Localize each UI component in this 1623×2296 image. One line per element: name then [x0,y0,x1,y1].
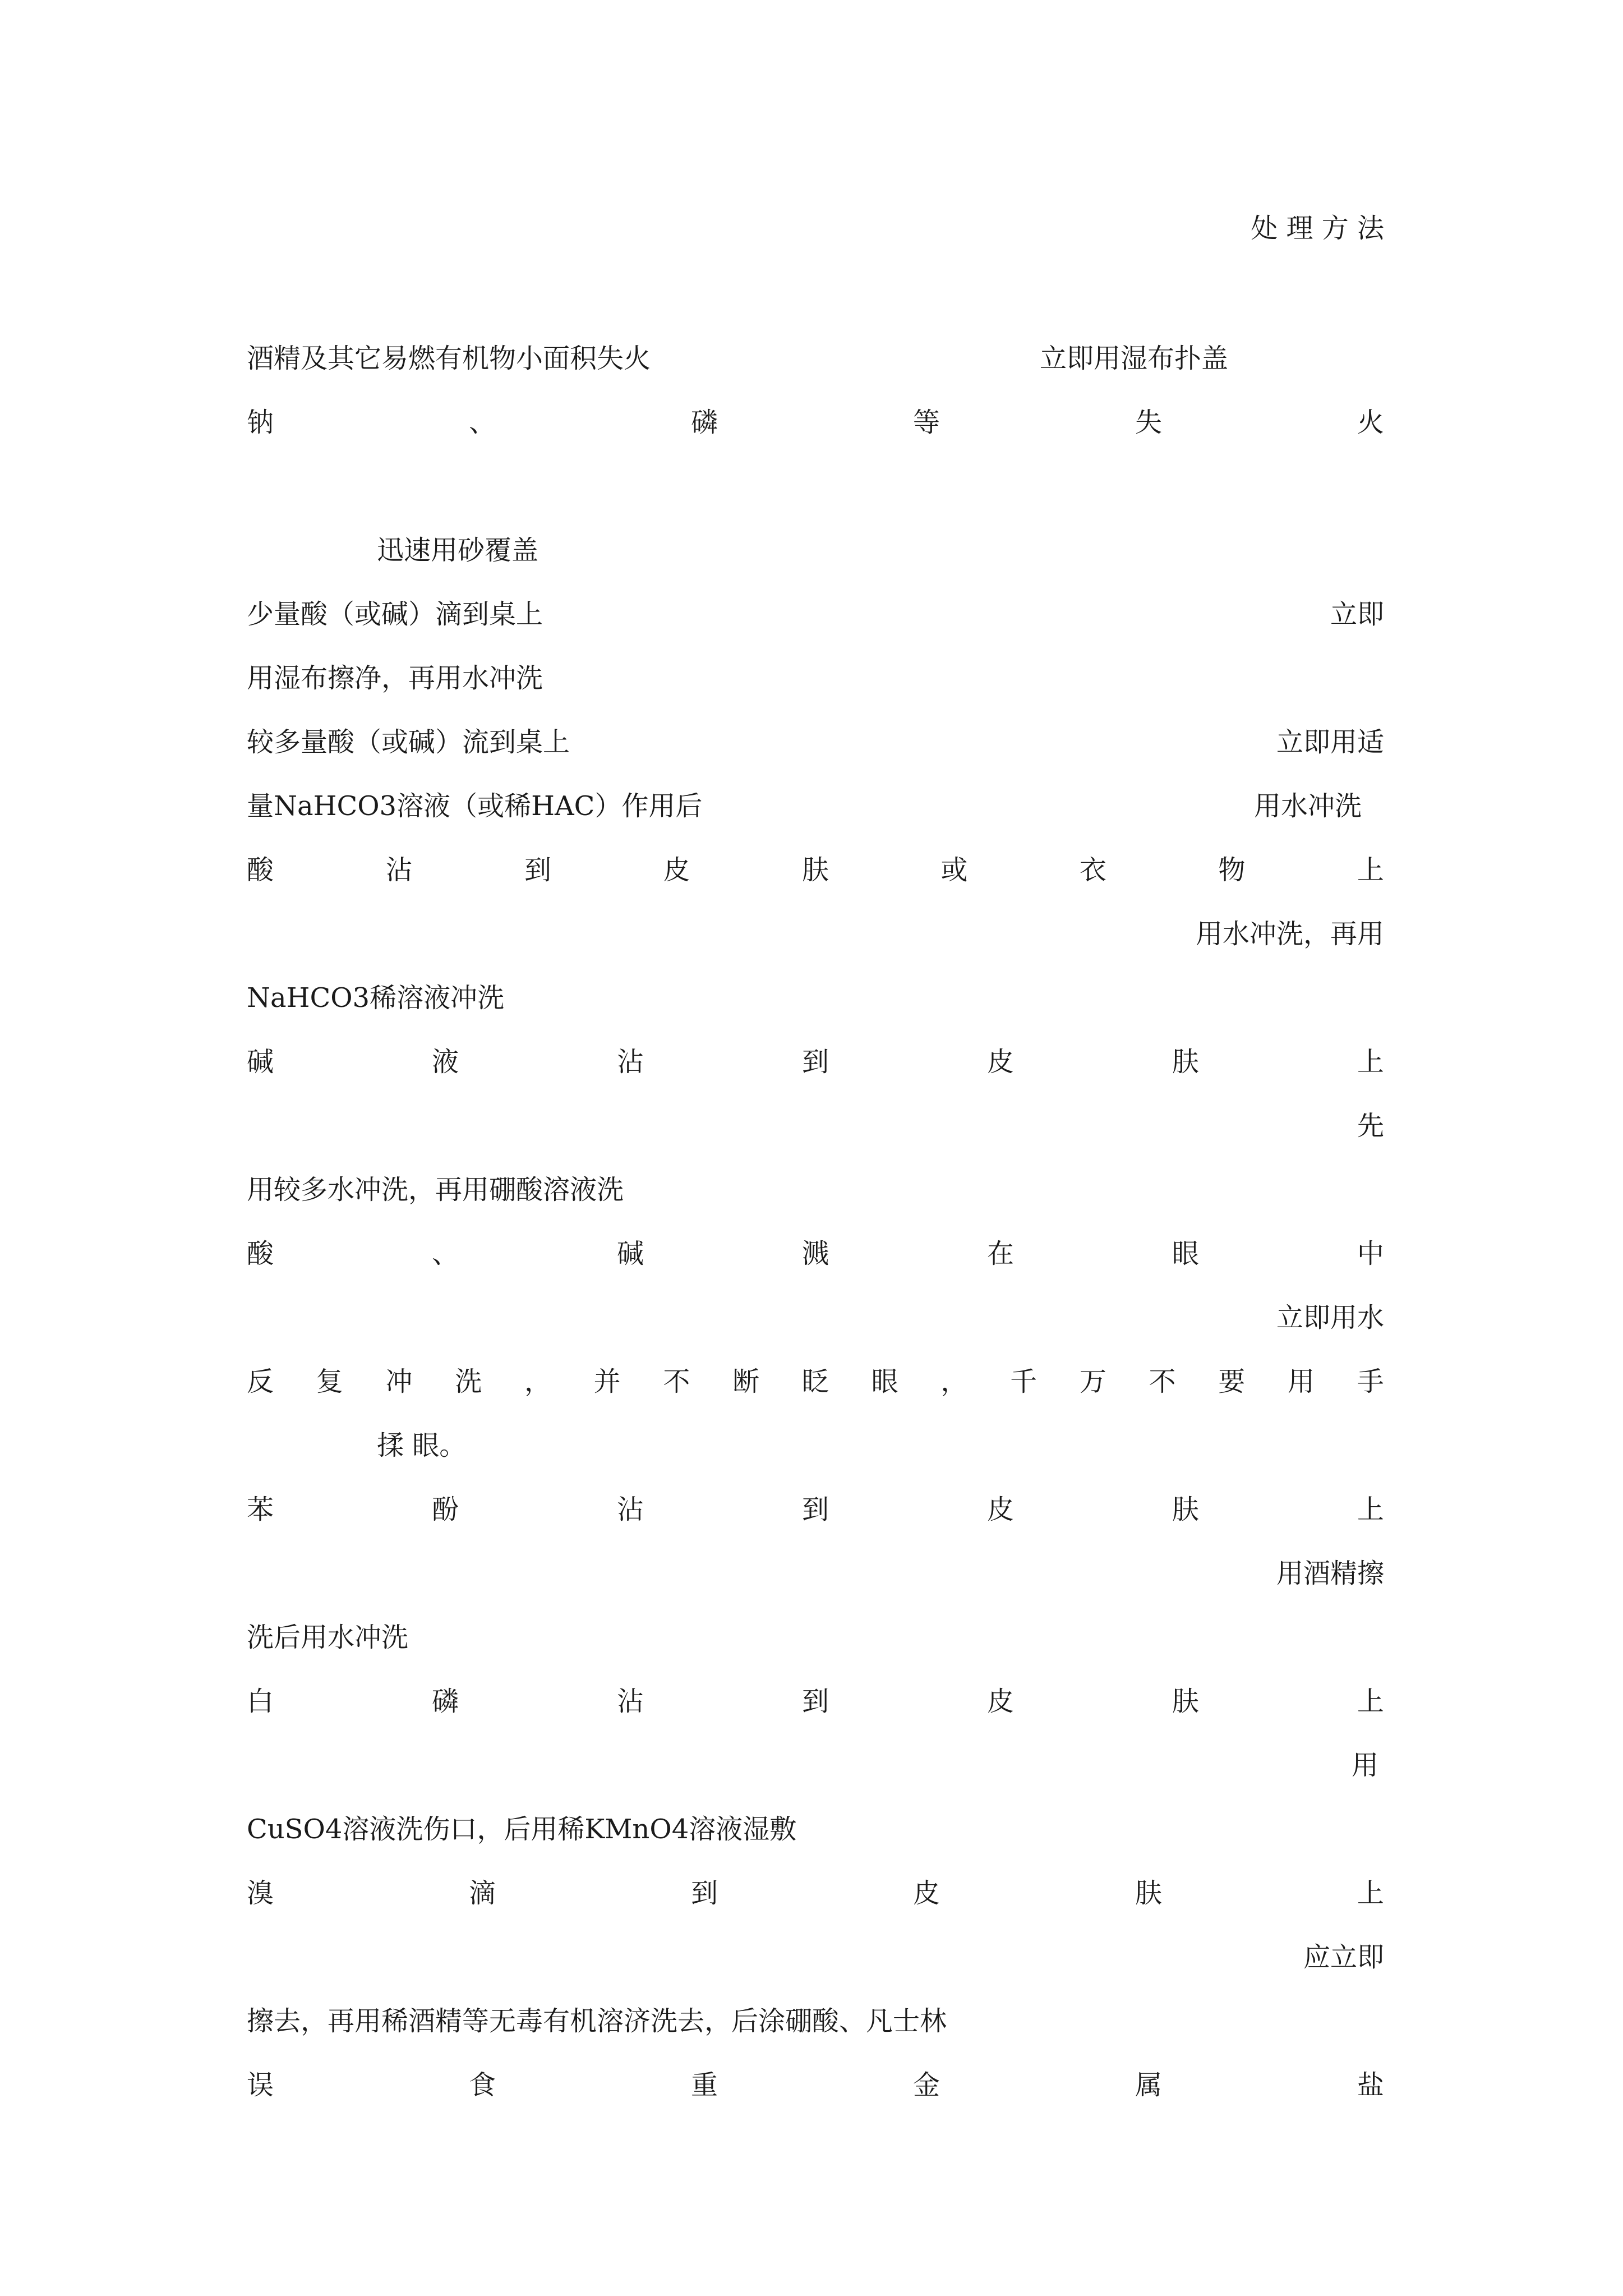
row-white-phosphorus-on-skin [247,1682,1384,1721]
char: ， [940,1366,968,1397]
char: 到 [801,1686,829,1717]
row-treatment: 用酒精擦 [1276,1558,1384,1589]
row-acid-on-skin-treatment [247,914,1384,954]
row-bromine-treatment-cont [247,2001,1384,2041]
row-treatment: 用湿布擦净，再用水冲洗 [247,662,543,694]
char: 火 [1357,407,1384,438]
char: 沾 [616,1686,644,1717]
row-treatment: 用 [1351,1750,1378,1781]
row-alcohol-fire [247,339,1384,378]
char: 、 [468,407,496,438]
char: 复 [316,1366,343,1397]
char: 眼 [871,1366,898,1397]
char: 酚 [431,1494,459,1525]
char: 到 [690,1878,718,1909]
char: 衣 [1079,854,1106,886]
char: 皮 [986,1046,1014,1078]
char: 磷 [431,1686,459,1717]
char: 皮 [663,854,690,886]
char: 盐 [1357,2069,1384,2101]
char: 不 [663,1366,690,1397]
char: 磷 [690,407,718,438]
row-acid-on-skin-treatment-cont [247,978,1384,1018]
row-treatment: NaHCO3稀溶液冲洗 [247,982,505,1014]
row-treatment: 量NaHCO3溶液（或稀HAC）作用后 [247,790,703,822]
char: 在 [986,1238,1014,1269]
row-sand-cover [247,531,1514,570]
char: 洗 [455,1366,482,1397]
char: 酸 [247,1238,274,1269]
char: 上 [1357,1878,1384,1909]
row-white-phosphorus-treatment [247,1746,1384,1785]
char: 重 [690,2069,718,2101]
row-alkali-on-skin-treatment-cont [247,1170,1384,1209]
char: 皮 [912,1878,940,1909]
row-sodium-fire [247,403,1384,442]
char: ， [524,1366,551,1397]
char: 不 [1149,1366,1176,1397]
char: 到 [801,1494,829,1525]
row-label: 酒精及其它易燃有机物小面积失火 [247,343,651,374]
char: 白 [247,1686,274,1717]
row-treatment: 用水冲洗，再用 [1195,918,1384,950]
char: 皮 [986,1494,1014,1525]
char: 眨 [801,1366,829,1397]
row-treatment: CuSO4溶液洗伤口，后用稀KMnO4溶液湿敷 [247,1814,797,1845]
char: 属 [1135,2069,1162,2101]
char: 冲 [385,1366,413,1397]
char: 酸 [247,854,274,886]
char: 沾 [616,1494,644,1525]
char: 并 [593,1366,621,1397]
char: 上 [1357,1494,1384,1525]
char: 沾 [385,854,413,886]
row-splash-in-eye-treatment-cont [247,1362,1384,1401]
char: 上 [1357,854,1384,886]
char: 手 [1357,1366,1384,1397]
char: 肤 [1172,1494,1199,1525]
char: 上 [1357,1046,1384,1078]
char: 溅 [801,1238,829,1269]
column-header-treatment [247,209,1384,248]
char: 肤 [801,854,829,886]
row-bromine-on-skin [247,1874,1384,1913]
char: 或 [940,854,968,886]
char: 滴 [468,1878,496,1909]
char: 溴 [247,1878,274,1909]
char: 苯 [247,1494,274,1525]
char: 失 [1135,407,1162,438]
char: 要 [1218,1366,1246,1397]
char: 反 [247,1366,274,1397]
row-splash-in-eye-treatment [247,1298,1384,1337]
row-label: 较多量酸（或碱）流到桌上 [247,726,570,758]
row-treatment: 用较多水冲洗，再用硼酸溶液洗 [247,1174,624,1205]
row-treatment: 立即 [1330,599,1384,630]
char: 金 [912,2069,940,2101]
row-treatment: 立即用适 [1276,726,1384,758]
row-large-acid-spill [247,723,1384,762]
header-text: 处 理 方 法 [1251,213,1384,244]
row-alkali-on-skin-treatment [247,1106,1384,1145]
char: 万 [1079,1366,1106,1397]
char: 碱 [616,1238,644,1269]
row-treatment: 先 [1357,1110,1384,1142]
char: 中 [1357,1238,1384,1269]
char: 沾 [616,1046,644,1078]
char: 碱 [247,1046,274,1078]
row-treatment: 擦去，再用稀酒精等无毒有机溶济洗去，后涂硼酸、凡士林 [247,2005,947,2037]
row-splash-in-eye-treatment-end [247,1426,1514,1465]
row-treatment: 揉 眼。 [377,1430,467,1461]
row-alkali-on-skin [247,1042,1384,1082]
row-treatment-end: 用水冲洗 [1254,790,1362,822]
char: 物 [1218,854,1246,886]
row-small-acid-spill [247,595,1384,634]
char: 液 [431,1046,459,1078]
char: 食 [468,2069,496,2101]
row-white-phosphorus-treatment-cont [247,1810,1384,1849]
char: 、 [431,1238,459,1269]
row-bromine-treatment [247,1938,1384,1977]
char: 断 [732,1366,760,1397]
char: 肤 [1135,1878,1162,1909]
char: 到 [524,854,551,886]
char: 肤 [1172,1686,1199,1717]
char: 千 [1010,1366,1038,1397]
char: 眼 [1172,1238,1199,1269]
char: 上 [1357,1686,1384,1717]
row-treatment: 迅速用砂覆盖 [377,535,539,566]
row-small-acid-spill-cont [247,659,1384,698]
row-heavy-metal-ingestion [247,2065,1384,2105]
row-treatment: 洗后用水冲洗 [247,1622,409,1653]
row-large-acid-spill-cont [247,786,1384,826]
row-phenol-on-skin-treatment [247,1554,1384,1593]
row-phenol-on-skin-treatment-cont [247,1618,1384,1657]
char: 等 [912,407,940,438]
char: 用 [1288,1366,1315,1397]
row-treatment: 立即用湿布扑盖 [1040,343,1229,374]
char: 到 [801,1046,829,1078]
char: 误 [247,2069,274,2101]
row-label: 少量酸（或碱）滴到桌上 [247,599,543,630]
row-splash-in-eye [247,1234,1384,1273]
row-treatment: 立即用水 [1276,1302,1384,1333]
row-treatment: 应立即 [1303,1941,1384,1973]
row-phenol-on-skin [247,1490,1384,1529]
char: 肤 [1172,1046,1199,1078]
char: 钠 [247,407,274,438]
char: 皮 [986,1686,1014,1717]
row-acid-on-skin [247,850,1384,890]
